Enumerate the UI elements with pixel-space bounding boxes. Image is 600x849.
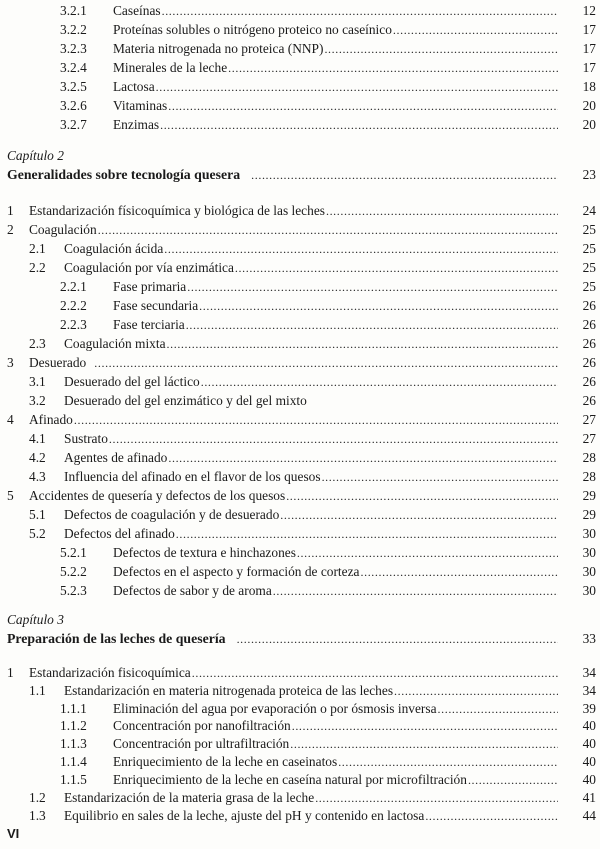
toc-entry-page: 30 — [582, 545, 596, 560]
toc-entry-page: 26 — [582, 393, 596, 408]
toc-entry-title: Influencia del afinado en el flavor de los quesos — [64, 469, 321, 484]
leader-dots — [187, 278, 558, 296]
leader-dots — [235, 259, 558, 277]
leader-dots — [393, 21, 558, 39]
toc-entry-page: 26 — [582, 317, 596, 332]
toc-entry-title: Fase terciaria — [113, 317, 185, 332]
toc-entry: 5 Accidentes de quesería y defectos de los quesos ..... 29 — [0, 487, 600, 505]
leader-dots — [201, 373, 558, 391]
toc-entry-title: Defectos en el aspecto y formación de corteza — [113, 564, 360, 579]
chapter-heading — [0, 630, 600, 648]
toc-entry: 3.2.3 Materia nitrogenada no proteica (NNP) ..... 17 — [0, 40, 600, 58]
leader-dots — [338, 753, 558, 771]
toc-entry-title: Defectos de coagulación y de desuerado — [64, 507, 280, 522]
toc-entry-title: Enriquecimiento de la leche en caseinatos — [113, 754, 338, 770]
chapter-title: Preparación de las leches de quesería — [7, 631, 226, 646]
toc-entry-title: Coagulación mixta — [64, 336, 166, 351]
toc-entry-title: Defectos del afinado — [64, 526, 175, 541]
toc-entry-page: 17 — [582, 41, 596, 56]
page-folio: VI — [7, 826, 20, 841]
chapter-title: Generalidades sobre tecnología quesera — [7, 167, 241, 182]
toc-entry-title: Defectos de sabor y de aroma — [113, 583, 272, 598]
toc-entry: 1.1.4 Enriquecimiento de la leche en caseinatos ..... 40 — [0, 753, 600, 771]
toc-entry-title: Estandarización de la materia grasa de la leche — [64, 789, 315, 805]
toc-entry-page: 40 — [582, 754, 596, 770]
toc-entry-page: 40 — [582, 772, 596, 787]
toc-entry-page: 25 — [582, 222, 596, 237]
toc-entry: 4.2 Agentes de afinado ..... 28 — [0, 449, 600, 467]
toc-entry-title: Caseínas — [113, 3, 161, 18]
toc-entry: 3 Desuerado ..... 26 — [0, 354, 600, 372]
toc-entry-page: 25 — [582, 260, 596, 275]
toc-entry: 2.3 Coagulación mixta ..... 26 — [0, 335, 600, 353]
chapter-heading — [0, 166, 600, 184]
toc-entry-page: 41 — [582, 789, 596, 805]
leader-dots — [162, 2, 558, 20]
leader-dots — [186, 316, 558, 334]
toc-entry-page: 17 — [582, 60, 596, 75]
toc-entry-page: 28 — [582, 469, 596, 484]
toc-entry-title: Fase secundaria — [113, 298, 199, 313]
toc-entry-title: Desuerado del gel enzimático y del gel mixto — [64, 393, 307, 408]
leader-dots — [315, 789, 558, 807]
toc-entry-title: Coagulación — [29, 222, 97, 237]
toc-entry-title: Defectos de textura e hinchazones — [113, 545, 296, 560]
leader-dots — [237, 630, 558, 648]
leader-dots — [167, 335, 558, 353]
toc-entry-page: 26 — [582, 298, 596, 313]
toc-entry-title: Coagulación por vía enzimática — [64, 260, 234, 275]
toc-entry-page: 25 — [582, 279, 596, 294]
leader-dots — [74, 411, 558, 429]
toc-entry: 2.2.2 Fase secundaria ..... 26 — [0, 297, 600, 315]
leader-dots — [273, 582, 558, 600]
toc-entry-title: Eliminación del agua por evaporación o por ósmosis inversa — [113, 700, 437, 716]
toc-entry-title: Agentes de afinado — [64, 450, 168, 465]
toc-entry: 1.1 Estandarización en materia nitrogenada proteica de las leches ..... 34 — [0, 682, 600, 700]
toc-entry-page: 26 — [582, 355, 596, 370]
toc-entry-title: Minerales de la leche — [113, 60, 228, 75]
leader-dots — [98, 221, 558, 239]
toc-entry-page: 30 — [582, 526, 596, 541]
toc-entry: 1 Estandarización físicoquímica y biológica de las leches ..... 24 — [0, 202, 600, 220]
toc-entry-title: Lactosa — [113, 79, 155, 94]
toc-entry-title: Vitaminas — [113, 98, 168, 113]
toc-entry: 4.1 Sustrato ..... 27 — [0, 430, 600, 448]
toc-entry-page: 17 — [582, 22, 596, 37]
toc-entry: 1 Estandarización fisicoquímica ..... 34 — [0, 664, 600, 682]
toc-entry-title: Estandarización fisicoquímica — [29, 664, 191, 680]
toc-entry-page: 24 — [582, 203, 596, 218]
toc-entry: 5.2.3 Defectos de sabor y de aroma ..... 30 — [0, 582, 600, 600]
toc-entry: 3.2.7 Enzimas ..... 20 — [0, 116, 600, 134]
chapter-page: 23 — [582, 167, 596, 182]
leader-dots — [292, 717, 558, 735]
leader-dots — [324, 40, 558, 58]
toc-entry: 2.2.1 Fase primaria ..... 25 — [0, 278, 600, 296]
leader-dots — [168, 97, 558, 115]
leader-dots — [280, 506, 558, 524]
leader-dots — [361, 563, 559, 581]
toc-entry-title: Materia nitrogenada no proteica (NNP) — [113, 41, 324, 56]
toc-entry: 3.2.2 Proteínas solubles o nitrógeno proteico no caseínico ..... 17 — [0, 21, 600, 39]
leader-dots — [290, 735, 558, 753]
leader-dots — [168, 449, 558, 467]
toc-entry-page: 26 — [582, 336, 596, 351]
toc-entry: 3.2.4 Minerales de la leche ..... 17 — [0, 59, 600, 77]
toc-entry: 5.1 Defectos de coagulación y de desuerado ..... 29 — [0, 506, 600, 524]
toc-entry-page: 18 — [582, 79, 596, 94]
leader-dots — [425, 807, 558, 825]
toc-entry-title: Afinado — [29, 412, 73, 427]
leader-dots — [199, 297, 558, 315]
toc-entry-title: Proteínas solubles o nitrógeno proteico no caseínico — [113, 22, 392, 37]
toc-entry-page: 30 — [582, 583, 596, 598]
toc-entry: 3.2 Desuerado del gel enzimático y del gel mixto 26 — [29, 393, 596, 408]
toc-entry: 1.3 Equilibrio en sales de la leche, ajuste del pH y contenido en lactosa ..... 44 — [0, 807, 600, 825]
toc-entry-page: 25 — [582, 241, 596, 256]
toc-entry-page: 29 — [582, 488, 596, 503]
toc-entry-title: Desuerado del gel láctico — [64, 374, 200, 389]
toc-entry-page: 34 — [582, 682, 596, 698]
leader-dots — [228, 59, 558, 77]
toc-entry-page: 34 — [582, 664, 596, 680]
toc-entry-page: 27 — [582, 412, 596, 427]
toc-entry: 2.1 Coagulación ácida ..... 25 — [0, 240, 600, 258]
toc-entry-title: Enzimas — [113, 117, 160, 132]
toc-entry: 3.2.5 Lactosa ..... 18 — [0, 78, 600, 96]
toc-entry: 1.1.1 Eliminación del agua por evaporación o por ósmosis inversa ..... 39 — [0, 700, 600, 718]
toc-entry-title: Concentración por ultrafiltración — [113, 736, 290, 752]
leader-dots — [156, 78, 558, 96]
toc-entry-title: Concentración por nanofiltración — [113, 718, 291, 734]
toc-entry: 3.2.1 Caseínas ..... 12 — [0, 2, 600, 20]
leader-dots — [326, 202, 558, 220]
toc-entry-page: 40 — [582, 736, 596, 752]
leader-dots — [164, 240, 558, 258]
leader-dots — [286, 487, 558, 505]
leader-dots — [322, 468, 558, 486]
toc-entry-page: 20 — [582, 98, 596, 113]
toc-entry-page: 27 — [582, 431, 596, 446]
leader-dots — [297, 544, 558, 562]
chapter-label: Capítulo 3 — [7, 612, 64, 627]
toc-entry-title: Fase primaria — [113, 279, 187, 294]
toc-entry-title: Estandarización físicoquímica y biológica de las leches — [29, 203, 325, 218]
toc-entry-page: 39 — [582, 700, 596, 716]
toc-entry: 1.1.3 Concentración por ultrafiltración ..... 40 — [0, 735, 600, 753]
leader-dots — [94, 354, 558, 372]
toc-entry-page: 40 — [582, 718, 596, 734]
toc-entry-title: Equilibrio en sales de la leche, ajuste del pH y contenido en lactosa — [64, 807, 425, 823]
toc-entry: 5.2 Defectos del afinado ..... 30 — [0, 525, 600, 543]
toc-entry-page: 30 — [582, 564, 596, 579]
toc-entry-page: 29 — [582, 507, 596, 522]
toc-entry: 2.2 Coagulación por vía enzimática ..... 25 — [0, 259, 600, 277]
toc-entry: 1.1.5 Enriquecimiento de la leche en caseína natural por microfiltración ..... 40 — [0, 771, 600, 789]
leader-dots — [109, 430, 558, 448]
toc-entry: 1.2 Estandarización de la materia grasa de la leche ..... 41 — [0, 789, 600, 807]
toc-entry: 4 Afinado ..... 27 — [0, 411, 600, 429]
toc-entry-page: 44 — [582, 807, 596, 823]
chapter-page: 33 — [582, 631, 596, 646]
toc-entry-page: 26 — [582, 374, 596, 389]
toc-entry-title: Accidentes de quesería y defectos de los quesos — [29, 488, 286, 503]
toc-entry-page: 28 — [582, 450, 596, 465]
toc-entry-title: Desuerado — [29, 355, 87, 370]
leader-dots — [176, 525, 558, 543]
toc-entry: 2.2.3 Fase terciaria ..... 26 — [0, 316, 600, 334]
leader-dots — [394, 682, 558, 700]
toc-entry-page: 12 — [582, 3, 596, 18]
leader-dots — [192, 664, 558, 682]
chapter-label: Capítulo 2 — [7, 148, 64, 163]
toc-entry: 5.2.1 Defectos de textura e hinchazones ..... 30 — [0, 544, 600, 562]
toc-entry: 2 Coagulación ..... 25 — [0, 221, 600, 239]
toc-entry-title: Sustrato — [64, 431, 108, 446]
toc-entry: 4.3 Influencia del afinado en el flavor de los quesos ..... 28 — [0, 468, 600, 486]
toc-entry: 5.2.2 Defectos en el aspecto y formación de corteza ..... 30 — [0, 563, 600, 581]
toc-entry: 1.1.2 Concentración por nanofiltración ..... 40 — [0, 717, 600, 735]
leader-dots — [251, 166, 558, 184]
toc-entry: 3.2.6 Vitaminas ..... 20 — [0, 97, 600, 115]
toc-entry: 3.1 Desuerado del gel láctico ..... 26 — [0, 373, 600, 391]
leader-dots — [468, 771, 558, 789]
leader-dots — [160, 116, 558, 134]
toc-entry-title: Estandarización en materia nitrogenada proteica de las leches — [64, 682, 394, 698]
toc-entry-title: Enriquecimiento de la leche en caseína natural por microfiltración — [113, 772, 467, 787]
toc-entry-page: 20 — [582, 117, 596, 132]
leader-dots — [438, 700, 558, 718]
toc-entry-title: Coagulación ácida — [64, 241, 164, 256]
